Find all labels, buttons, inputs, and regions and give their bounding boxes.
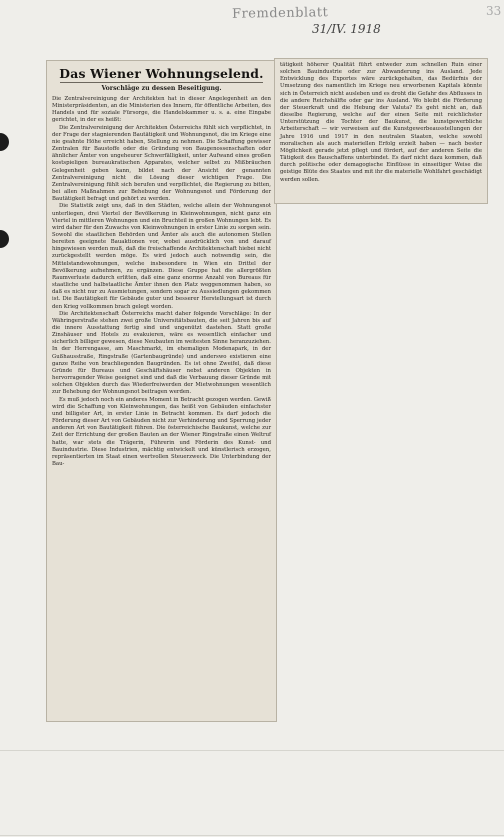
paragraph: Die Zentralvereinigung der Architekten hat in dieser Angelegenheit an den Ministerpräsidenten, an die Ministerien des Innern, für öffentliche Arbeiten, des Handels und für soziale Fürsorge, die Handelskammer u. s. a. eine Eingabe gerichtet, in der es heißt: (52, 96, 271, 124)
newspaper-stamp: Fremdenblatt (231, 5, 329, 22)
sheet-fold-line (0, 750, 504, 751)
handwritten-date: 31/IV. 1918 (312, 22, 381, 36)
sheet-bottom-edge (0, 835, 504, 836)
paragraph: Es muß jedoch noch ein anderes Moment in Betracht gezogen werden. Gewiß wird die Schaffung von Kleinwohnungen, das heißt von Gebäuden einfachster und billigster Art, in erster Linie in Betracht kommen. Es darf jedoch die Förderung dieser Art von Gebäuden nicht zur Verhinderung und Sperrung jeder anderen Art von Bautätigkeit führen. Die österreichische Baukunst, welche zur Zeit der Errichtung der großen Bauten an der Wiener Ringstraße einen Weltruf hatte, war stets die Trägerin, Führerin und Förderin des Kunst- und Bauindustrie. Diese Industrien, mächtig entwickelt und künstlerisch erzogen, repräsentierten im Staat einen wertvollen Steuerzweck. Die Unterbindung der Bau- (52, 396, 271, 467)
paragraph: tätigkeit höherer Qualität führt entweder zum schnellen Ruin einer solchen Bauindustrie oder zur Abwanderung ins Ausland. Jede Entwicklung des Exportes wäre zurückgehalten, das Bedürfnis der Umsetzung des namentlich im Kriege neu erworbenen Kapitals könnte sich in Österreich nicht ausleben und es droht die Gefahr des Abflusses in die andere Reichshälfte oder gar ins Ausland. Wo bleibt die Förderung der Steuerkraft und die Hebung der Valuta? Es geht nicht an, daß dieselbe Regierung, welche auf der einen Seite mit reichlichster Unterstützung die Tochter der Baukunst, die kunstgewerbliche Arbeiterschaft — wir verweisen auf die Kunstgewerbeausstellungen der Jahre 1916 und 1917 in den neutralen Staaten, welche sowohl moralischen als auch materiellen Erfolg erzielt haben — nach bester Möglichkeit gerade jetzt pflegt und fördert, auf der anderen Seite die Tätigkeit des Bauschaffens unterbindet. Es darf nicht dazu kommen, daß durch politische oder demagogische Einflüsse in einseitiger Weise die geistige Blüte des Staates und mit ihr die materielle Wohlfahrt geschädigt werden sollen. (280, 62, 482, 183)
headline-divider (60, 82, 263, 83)
punch-hole-bottom (0, 230, 9, 248)
clipping-left-column (46, 60, 277, 722)
article-subheadline: Vorschläge zu dessen Beseitigung. (101, 85, 222, 92)
corner-mark: 33 (486, 4, 502, 18)
paragraph: Die Zentralvereinigung der Architekten Österreichs fühlt sich verpflichtet, in der Frage der stagnierenden Bautätigkeit und Wohnungsnot, die im Kriege eine nie geahnte Höhe erreicht haben, Stellung zu nehmen. Die Schaffung gewisser Zentralen für Baustoffe oder die Gründung von Baugenossenschaften oder ähnlicher Ämter von ungeheurer Schwerfälligkeit, unter Aufwand eines großen kostspieligen bureaukratischen Apparates, welcher selbst zu Mißbräuchen Gelegenheit geben kann, bildet nach der Ansicht der genannten Zentralvereinigung nicht die Lösung dieser wichtigen Frage. Die Zentralvereinigung fühlt sich berufen und verpflichtet, die Regierung zu bitten, bei allen Maßnahmen zur Behebung der Wohnungsnot und Förderung der Bautätigkeit befragt und gehört zu werden. (52, 124, 271, 203)
punch-hole-top (0, 133, 9, 151)
article-headline: Das Wiener Wohnungselend. (59, 66, 264, 81)
clipping-right-column (274, 58, 488, 204)
paragraph: Die Architektenschaft Österreichs macht daher folgende Vorschläge: In der Währingerstraße stehen zwei große Universitätsbauten, die seit Jahren bis auf die innere Ausstattung fertig sind und ungenützt dastehen. Statt große Zinshäuser und Hotels zu evakuieren, wäre es wesentlich einfacher und sicherlich billiger gewesen, diese Neubauten im weitesten Sinne heranzuziehen. In der Herrengasse, am Maschmarkt, im ehemaligen Modenapark, in der Gußhausstraße, Ringstraße (Gartenbaugründe) und anderswo existieren eine ganze Reihe von brachliegenden Baugründen. Es ist ohne Zweifel, daß diese Gründe für Bureaus und Geschäftshäuser nebst anderen Objekten in hervorragender Weise geeignet sind und daß die Verbauung dieser Gründe mit solchen Objekten durch das Wiederfreiwerden der Mietwohnungen wesentlich zur Behebung der Wohnungsnot beitragen werden. (52, 310, 271, 396)
paragraph: Die Statistik zeigt uns, daß in den Städten, welche allein der Wohnungsnot unterliegen, drei Viertel der Bevölkerung in Kleinwohnungen, nicht ganz ein Viertel in mittleren Wohnungen und ein Bruchteil in großen Wohnungen lebt. Es wird daher für den Zuwachs von Kleinwohnungen in erster Linie zu sorgen sein. Sowohl die staatlichen Behörden und Ämter als auch die autonomen Stellen bereiten geeignete Bauaktionen vor, wobei ausdrücklich von und darauf hingewiesen werden muß, daß die freischaffende Architektenschaft hiebei nicht zurückgestellt werden möge. Es wird jedoch auch notwendig sein, die Mittelstandswohnungen, welche insbesondere in Wien ein Drittel der Bevölkerung aufnehmen, zu ergänzen. Diese Gruppe hat die allergrößten Raumverluste dadurch erlitten, daß eine ganz enorme Anzahl von Bureaus für staatliche und halbstaatliche Ämter ihnen den Platz weggenommen haben, so daß es nicht nur zu Ausmietungen, sondern sogar zu Aussiedlungen gekommen ist. Die Bautätigkeit für Gebäude guter und besserer Herstellungsart ist durch den Krieg vollkommen brach gelegt worden. (52, 203, 271, 310)
